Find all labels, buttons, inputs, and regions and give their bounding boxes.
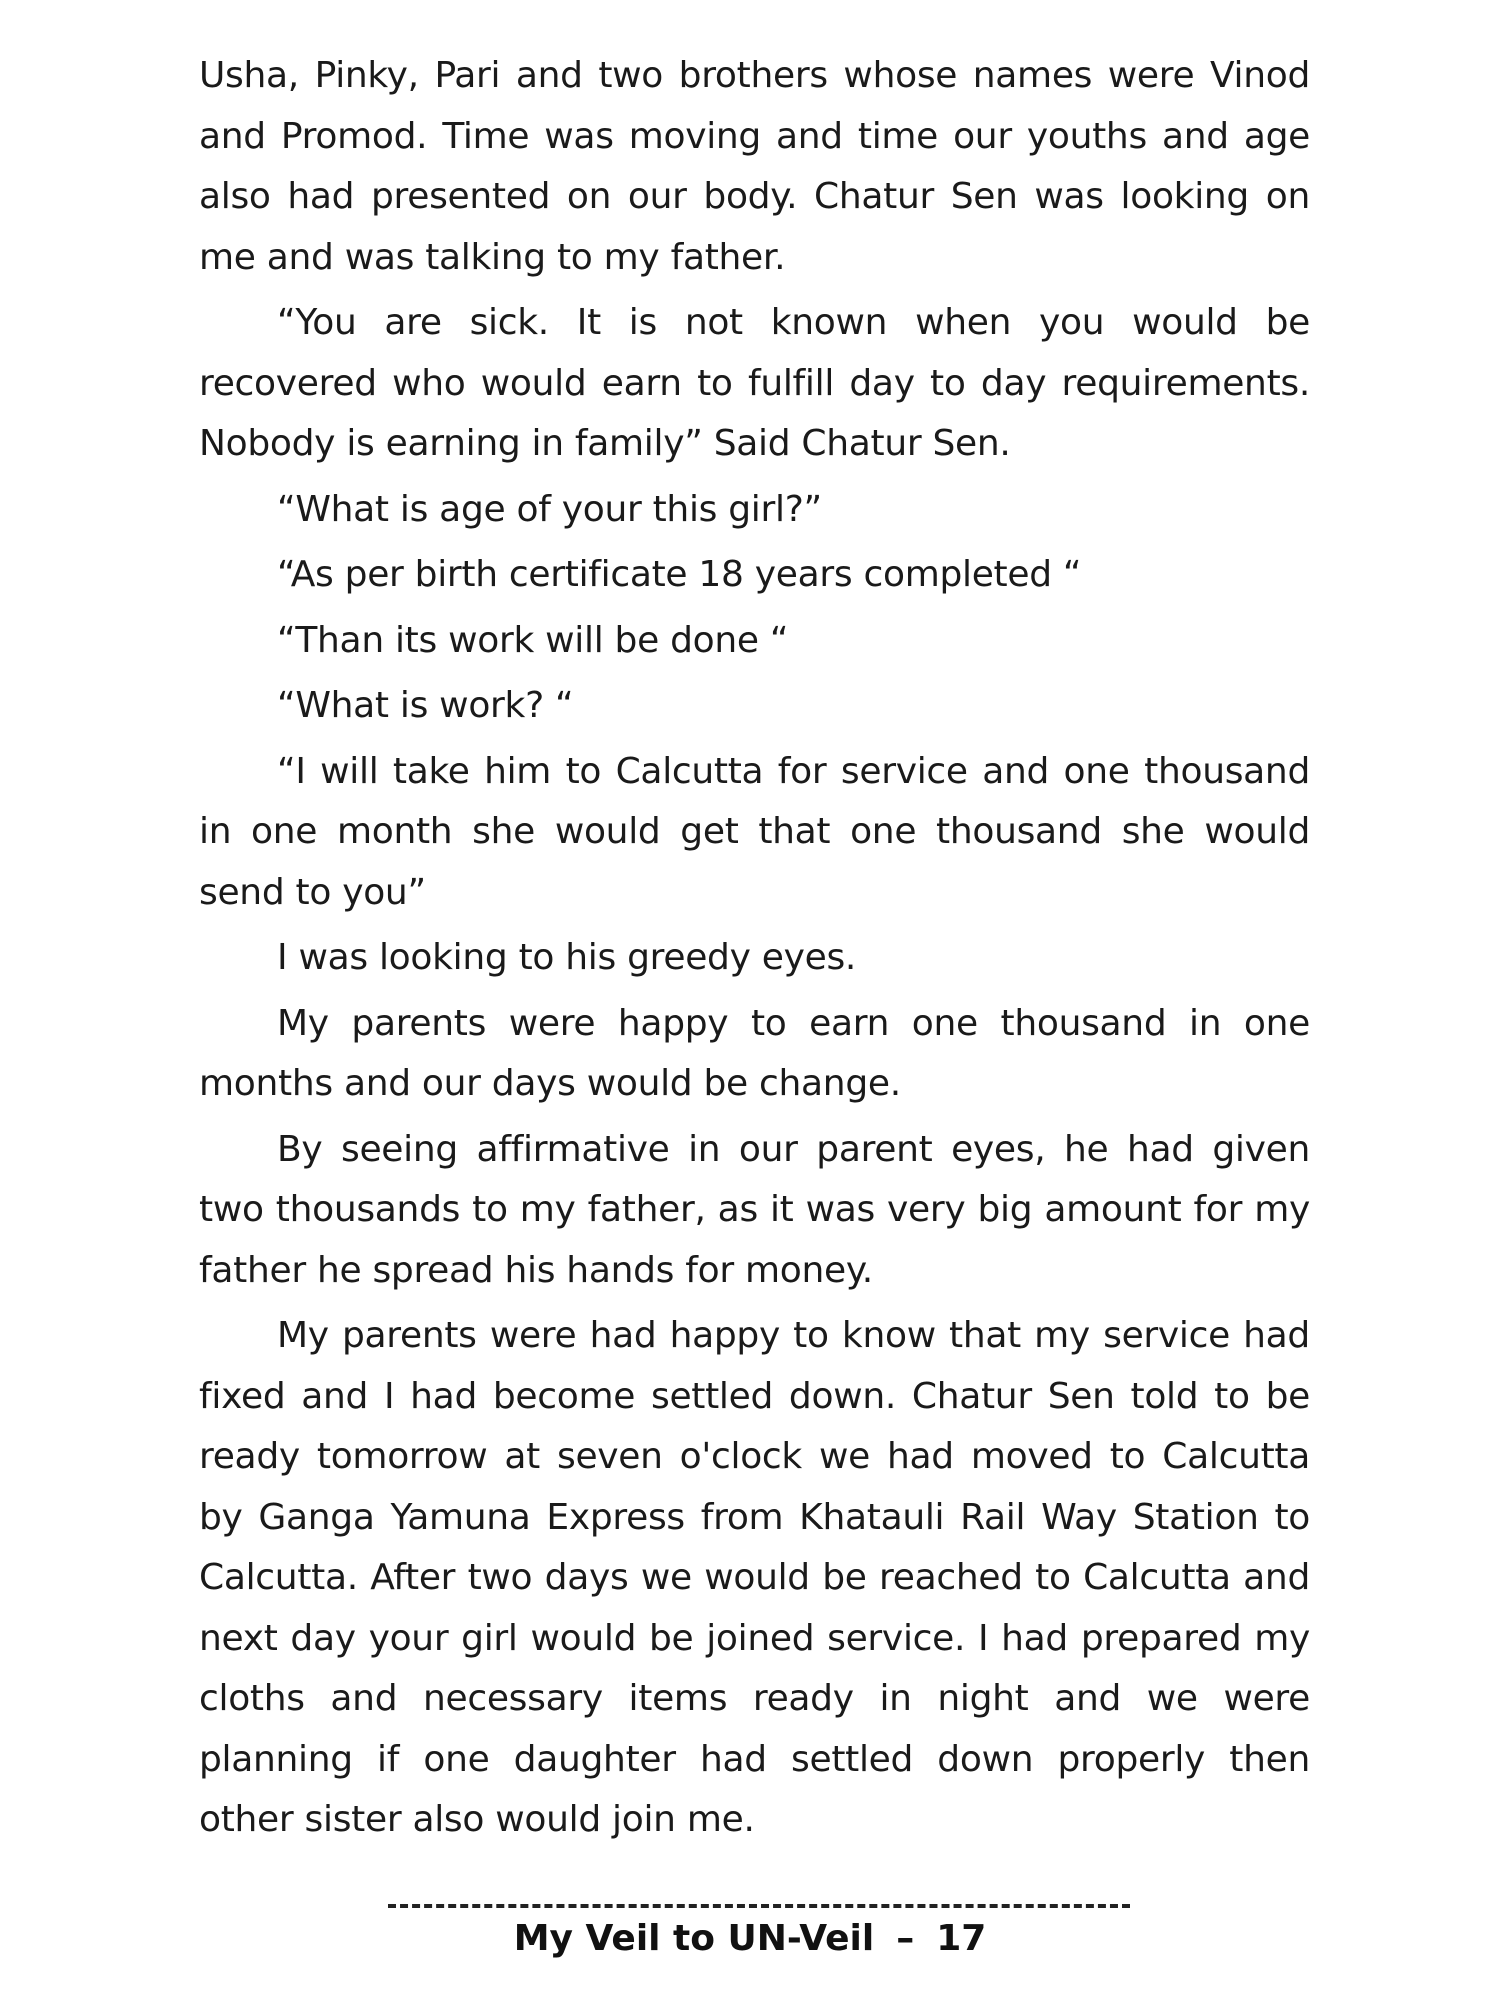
book-title: My Veil to UN-Veil (513, 1918, 875, 1959)
page-number: 17 (936, 1918, 987, 1959)
paragraph: Usha, Pinky, Pari and two brothers whose names were Vinod and Promod. Time was moving and time our youths and age also had presented on our body. Chatur Sen was looking on me and was talking to my father. (199, 55, 1310, 278)
paragraph: My parents were had happy to know that my service had fixed and I had become settled down. Chatur Sen told to be ready tomorrow at seven o'clock we had moved to Calcutta by Ganga Yamuna Express from Khatauli Rail Way Station to Calcutta. After two days we would be reached to Calcutta and next day your girl would be joined service. I had prepared my cloths and necessary items ready in night and we were planning if one daughter had settled down properly then other sister also would join me. (199, 1315, 1310, 1840)
paragraph: By seeing affirmative in our parent eyes, he had given two thousands to my father, as it was very big amount for my father he spread his hands for money. (199, 1128, 1310, 1291)
paragraph: “Than its work will be done “ (277, 619, 789, 661)
paragraph: “You are sick. It is not known when you would be recovered who would earn to fulfill day to day requirements. Nobody is earning in family” Said Chatur Sen. (199, 302, 1310, 464)
paragraph: I was looking to his greedy eyes. (277, 937, 857, 978)
body-text (199, 46, 1310, 1856)
page-footer (0, 1918, 1500, 1959)
paragraph: “I will take him to Calcutta for service and one thousand in one month she would get that one thousand she would send to you” (199, 750, 1310, 913)
footer-divider (388, 1904, 1130, 1908)
paragraph: “As per birth certificate 18 years completed “ (277, 554, 1082, 595)
paragraph: “What is work? “ (277, 685, 574, 726)
paragraph: “What is age of your this girl?” (277, 488, 822, 530)
footer-separator: – (896, 1918, 915, 1959)
paragraph: My parents were happy to earn one thousand in one months and our days would be change. (199, 1002, 1310, 1104)
